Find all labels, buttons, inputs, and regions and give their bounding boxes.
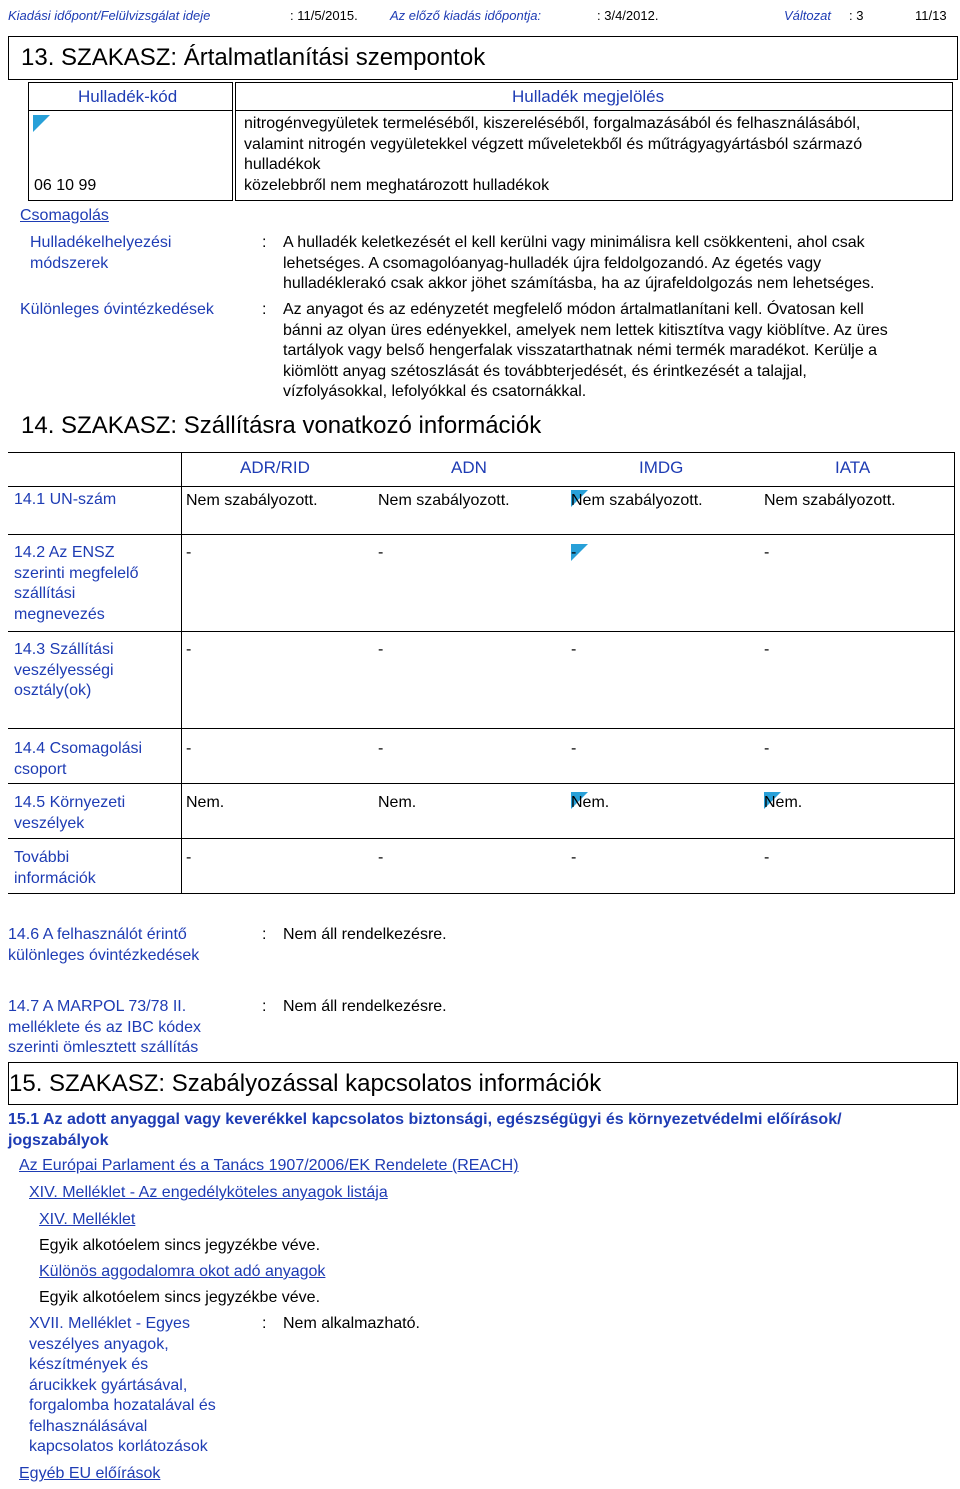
disposal-methods-label	[30, 233, 171, 274]
label-line: 14.5 Környezeti	[14, 794, 126, 811]
cell-value: -	[378, 544, 384, 561]
table-divider	[8, 783, 955, 784]
label-line: szerinti megfelelő	[14, 564, 139, 582]
label-line: melléklete és az IBC kódex	[8, 1018, 201, 1036]
label-line: Hulladékelhelyezési	[30, 234, 172, 251]
text-line: bánni az olyan üres edényekkel, amelyek nem lettek kitisztítva vagy kiöblítve. Az üres	[283, 321, 888, 339]
label-line: 14.2 Az ENSZ	[14, 544, 115, 561]
table-divider	[8, 534, 955, 535]
label-line: 15.1 Az adott anyaggal vagy keverékkel kapcsolatos biztonsági, egészségügyi és környezetvédelmi előírások/	[8, 1111, 842, 1128]
label-line: szerinti ömlesztett szállítás	[8, 1039, 199, 1056]
label-line: veszélyek	[14, 814, 85, 832]
cell-value: -	[764, 544, 770, 561]
label-line: felhasználásával	[29, 1417, 148, 1435]
version-label: Változat	[784, 8, 831, 23]
cell-value: -	[378, 740, 384, 757]
cell-value: -	[186, 740, 192, 757]
un-adn: Nem szabályozott.	[378, 492, 510, 509]
row-label-hazard-class	[14, 640, 174, 702]
section-13-title: 13. SZAKASZ: Ártalmatlanítási szempontok	[21, 44, 486, 71]
cell-value: -	[571, 740, 577, 757]
colon: :	[262, 301, 267, 318]
marpol-label	[8, 997, 201, 1059]
colon: :	[262, 1315, 267, 1332]
other-eu-regulations-link: Egyéb EU előírások	[19, 1465, 161, 1482]
user-precautions-value: Nem áll rendelkezésre.	[283, 926, 447, 943]
waste-desc-line: hulladékok	[244, 156, 321, 173]
col-header-iata: IATA	[835, 458, 871, 477]
colon: :	[262, 234, 267, 251]
text-line: hulladéklerakó csak akkor jöhet számításba, ha az újrafeldolgozás nem lehetséges.	[283, 275, 875, 292]
label-line: különleges óvintézkedések	[8, 946, 200, 964]
cell-value: -	[378, 849, 384, 866]
cell-value: Nem.	[186, 794, 225, 811]
text-line: kiömlött anyag szétoszlását és továbbterjedését, és érintkezését a talajjal,	[283, 362, 807, 380]
col-header-adn: ADN	[451, 458, 487, 477]
un-number-label: 14.1 UN-szám	[14, 491, 117, 508]
cell-value: Nem.	[764, 794, 803, 811]
annex-14-link: XIV. Melléklet	[39, 1211, 136, 1228]
cell-value: -	[186, 544, 192, 561]
table-divider	[8, 838, 955, 839]
row-label-packing-group	[14, 739, 174, 780]
text-line: lehetséges. A csomagolóanyag-hulladék újra feldolgozandó. Az égetés vagy	[283, 254, 822, 272]
packaging-heading: Csomagolás	[20, 207, 109, 224]
waste-desc-line: valamint nitrogén vegyületekkel végzett műveletekből és műtrágyagyártásból származó	[244, 135, 863, 153]
cell-value: -	[571, 641, 577, 658]
label-line: információk	[14, 869, 96, 887]
col-header-imdg: IMDG	[639, 458, 684, 477]
label-line: megnevezés	[14, 605, 105, 623]
colon: :	[262, 926, 267, 943]
label-line: veszélyes anyagok,	[29, 1335, 169, 1353]
waste-code-value: 06 10 99	[34, 177, 97, 194]
cell-value: -	[378, 641, 384, 658]
annex-17-label	[29, 1314, 216, 1458]
waste-code-header: Hulladék-kód	[78, 87, 178, 106]
label-line: jogszabályok	[8, 1131, 109, 1149]
section-14-title: 14. SZAKASZ: Szállításra vonatkozó információk	[21, 412, 542, 439]
waste-desc-line: nitrogénvegyületek termeléséből, kiszereléséből, forgalmazásából és felhasználásából,	[244, 115, 861, 132]
label-line: 14.4 Csomagolási	[14, 740, 143, 757]
cell-value: -	[186, 641, 192, 658]
user-precautions-label	[8, 925, 199, 966]
label-line: csoport	[14, 760, 67, 778]
un-iata: Nem szabályozott.	[764, 492, 896, 509]
label-line: 14.3 Szállítási	[14, 641, 114, 658]
annex-14-value: Egyik alkotóelem sincs jegyzékbe véve.	[39, 1237, 321, 1254]
un-adr: Nem szabályozott.	[186, 492, 318, 509]
cell-value: Nem.	[571, 794, 610, 811]
row-label-proper-shipping-name	[14, 543, 174, 625]
cell-value: Nem.	[378, 794, 417, 811]
label-line: További	[14, 849, 70, 866]
text-line: vízfolyásokkal, lefolyókkal és csatornákkal.	[283, 383, 587, 400]
annex-17-value: Nem alkalmazható.	[283, 1315, 420, 1332]
special-precautions-label: Különleges óvintézkedések	[20, 301, 214, 318]
label-line: árucikkek gyártásával,	[29, 1376, 188, 1394]
label-line: módszerek	[30, 254, 109, 272]
col-header-adr: ADR/RID	[240, 458, 310, 477]
section-13-bar	[8, 36, 958, 80]
section-15-bar	[8, 1062, 958, 1105]
version-value: : 3	[849, 8, 864, 23]
issue-date-label: Kiadási időpont/Felülvizsgálat ideje	[8, 8, 211, 23]
un-imdg: Nem szabályozott.	[571, 492, 703, 509]
table-divider	[8, 486, 955, 487]
issue-date-value: : 11/5/2015.	[290, 8, 358, 23]
svhc-link: Különös aggodalomra okot adó anyagok	[39, 1263, 326, 1280]
section-15-title: 15. SZAKASZ: Szabályozással kapcsolatos információk	[9, 1070, 602, 1097]
previous-issue-label: Az előző kiadás időpontja:	[390, 8, 542, 23]
cell-value: -	[764, 641, 770, 658]
waste-desc-text	[244, 114, 862, 196]
label-line: készítmények és	[29, 1356, 149, 1373]
special-precautions-text	[283, 300, 888, 403]
label-line: osztály(ok)	[14, 682, 92, 699]
cell-value: -	[571, 544, 577, 561]
text-line: A hulladék keletkezését el kell kerülni vagy minimálisra kell csökkenteni, ahol csak	[283, 234, 865, 251]
colon: :	[262, 998, 267, 1015]
label-line: veszélyességi	[14, 661, 114, 679]
page-number: 11/13	[915, 8, 947, 23]
marpol-value: Nem áll rendelkezésre.	[283, 998, 447, 1015]
label-line: szállítási	[14, 585, 76, 602]
cell-value: -	[764, 849, 770, 866]
cell-value: -	[186, 849, 192, 866]
flag-icon	[33, 115, 50, 132]
text-line: tartályok vagy belső hengerfalak visszatarthatnak némi termék maradékot. Kerülje a	[283, 342, 878, 359]
regulations-subtitle	[8, 1110, 842, 1151]
reach-regulation-link: Az Európai Parlament és a Tanács 1907/2006/EK Rendelete (REACH)	[19, 1157, 519, 1174]
label-line: kapcsolatos korlátozások	[29, 1438, 208, 1455]
cell-value: -	[764, 740, 770, 757]
label-line: 14.6 A felhasználót érintő	[8, 926, 187, 943]
text-line: Az anyagot és az edényzetét megfelelő módon ártalmatlanítani kell. Óvatosan kell	[283, 301, 864, 318]
waste-desc-header: Hulladék megjelölés	[512, 87, 665, 106]
previous-issue-value: : 3/4/2012.	[597, 8, 659, 23]
row-label-environmental-hazards	[14, 793, 174, 834]
section-14-bar	[8, 403, 958, 448]
svhc-value: Egyik alkotóelem sincs jegyzékbe véve.	[39, 1289, 321, 1306]
table-divider	[8, 728, 955, 729]
label-line: 14.7 A MARPOL 73/78 II.	[8, 998, 187, 1015]
disposal-methods-text	[283, 233, 874, 295]
label-line: XVII. Melléklet - Egyes	[29, 1315, 190, 1332]
table-divider	[8, 631, 955, 632]
row-label-additional-info	[14, 848, 174, 889]
waste-desc-line: közelebbről nem meghatározott hulladékok	[244, 176, 550, 194]
label-line: forgalomba hozatalával és	[29, 1397, 216, 1414]
table-divider	[181, 452, 182, 893]
cell-value: -	[571, 849, 577, 866]
annex-14-list-link: XIV. Melléklet - Az engedélyköteles anyagok listája	[29, 1184, 388, 1201]
